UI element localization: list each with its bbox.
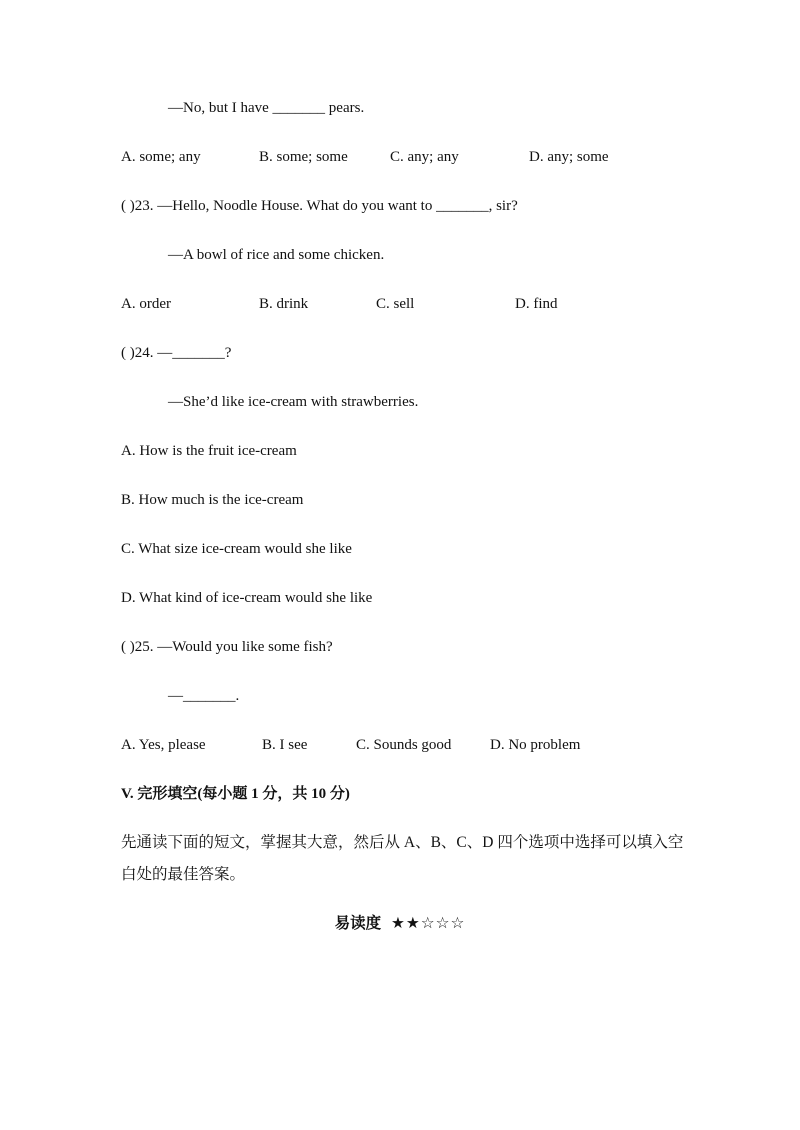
q23-option-c: C. sell	[376, 296, 415, 312]
q22-option-c: C. any; any	[390, 149, 459, 165]
q24-option-d: D. What kind of ice-cream would she like	[121, 590, 373, 606]
q23-question: ( )23. —Hello, Noodle House. What do you want to _______, sir?	[121, 198, 518, 214]
q22-answer-line: —No, but I have _______ pears.	[168, 100, 365, 116]
readability-rating	[0, 913, 800, 934]
q23-option-b: B. drink	[259, 296, 309, 312]
q24-option-b: B. How much is the ice-cream	[121, 492, 304, 508]
q24-option-c: C. What size ice-cream would she like	[121, 541, 352, 557]
q22-option-b: B. some; some	[259, 149, 348, 165]
q25-answer-line: —_______.	[168, 688, 240, 704]
q24-option-a: A. How is the fruit ice-cream	[121, 443, 297, 459]
section-title: V. 完形填空(每小题 1 分，共 10 分)	[121, 786, 350, 802]
q23-option-a: A. order	[121, 296, 171, 312]
q24-answer-line: —She’d like ice-cream with strawberries.	[168, 394, 419, 410]
section-instructions: 先通读下面的短文，掌握其大意，然后从 A、B、C、D 四个选项中选择可以填入空白处的最佳答案。	[121, 834, 684, 883]
q24-question: ( )24. —_______?	[121, 345, 232, 361]
star-rating-icons: ★★☆☆☆	[390, 914, 466, 932]
q25-option-b: B. I see	[262, 737, 308, 753]
q25-question: ( )25. —Would you like some fish?	[121, 639, 333, 655]
readability-label: 易读度	[334, 915, 382, 932]
q25-option-a: A. Yes, please	[121, 737, 206, 753]
q22-option-a: A. some; any	[121, 149, 201, 165]
q25-option-d: D. No problem	[490, 737, 581, 753]
q22-option-d: D. any; some	[529, 149, 609, 165]
q23-answer-line: —A bowl of rice and some chicken.	[168, 247, 385, 263]
q25-option-c: C. Sounds good	[356, 737, 452, 753]
q23-option-d: D. find	[515, 296, 558, 312]
